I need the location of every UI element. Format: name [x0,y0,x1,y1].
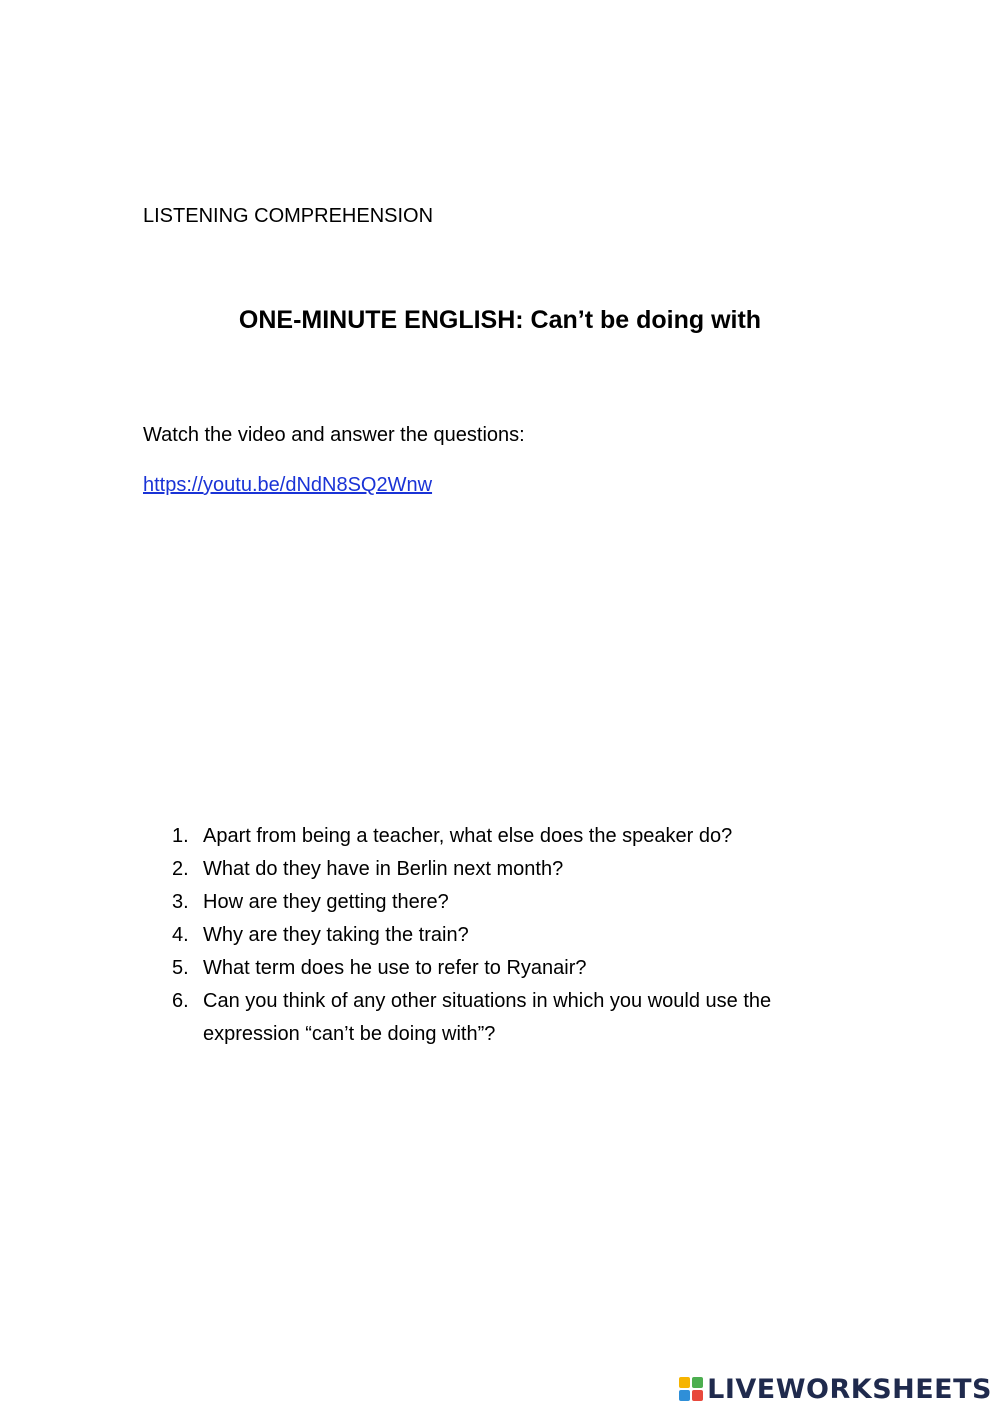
instruction-text: Watch the video and answer the questions: [143,424,525,446]
question-number: 6. [172,990,189,1012]
question-text: Apart from being a teacher, what else does the speaker do? [203,825,733,847]
list-item [172,820,872,853]
logo-square-green [692,1377,703,1388]
list-item [172,952,872,985]
liveworksheets-logo-icon [679,1377,703,1401]
logo-square-red [692,1390,703,1401]
question-number: 3. [172,891,189,913]
question-text: What do they have in Berlin next month? [203,858,564,880]
video-link[interactable]: https://youtu.be/dNdN8SQ2Wnw [143,474,433,496]
question-text: Can you think of any other situations in which you would use the expression “can’t be doing with”? [203,990,772,1045]
list-item [172,919,872,952]
question-number: 4. [172,924,189,946]
list-item [172,985,872,1051]
question-list [172,820,872,1051]
brand-logo [679,1369,992,1409]
question-number: 5. [172,957,189,979]
page-title: ONE-MINUTE ENGLISH: Can’t be doing with [238,306,762,334]
question-text: How are they getting there? [203,891,449,913]
question-number: 1. [172,825,189,847]
list-item [172,886,872,919]
logo-square-blue [679,1390,690,1401]
logo-square-yellow [679,1377,690,1388]
section-label: LISTENING COMPREHENSION [143,205,434,227]
brand-text: LIVEWORKSHEETS [707,1373,992,1405]
question-text: Why are they taking the train? [203,924,469,946]
question-number: 2. [172,858,189,880]
question-text: What term does he use to refer to Ryanair? [203,957,587,979]
list-item [172,853,872,886]
